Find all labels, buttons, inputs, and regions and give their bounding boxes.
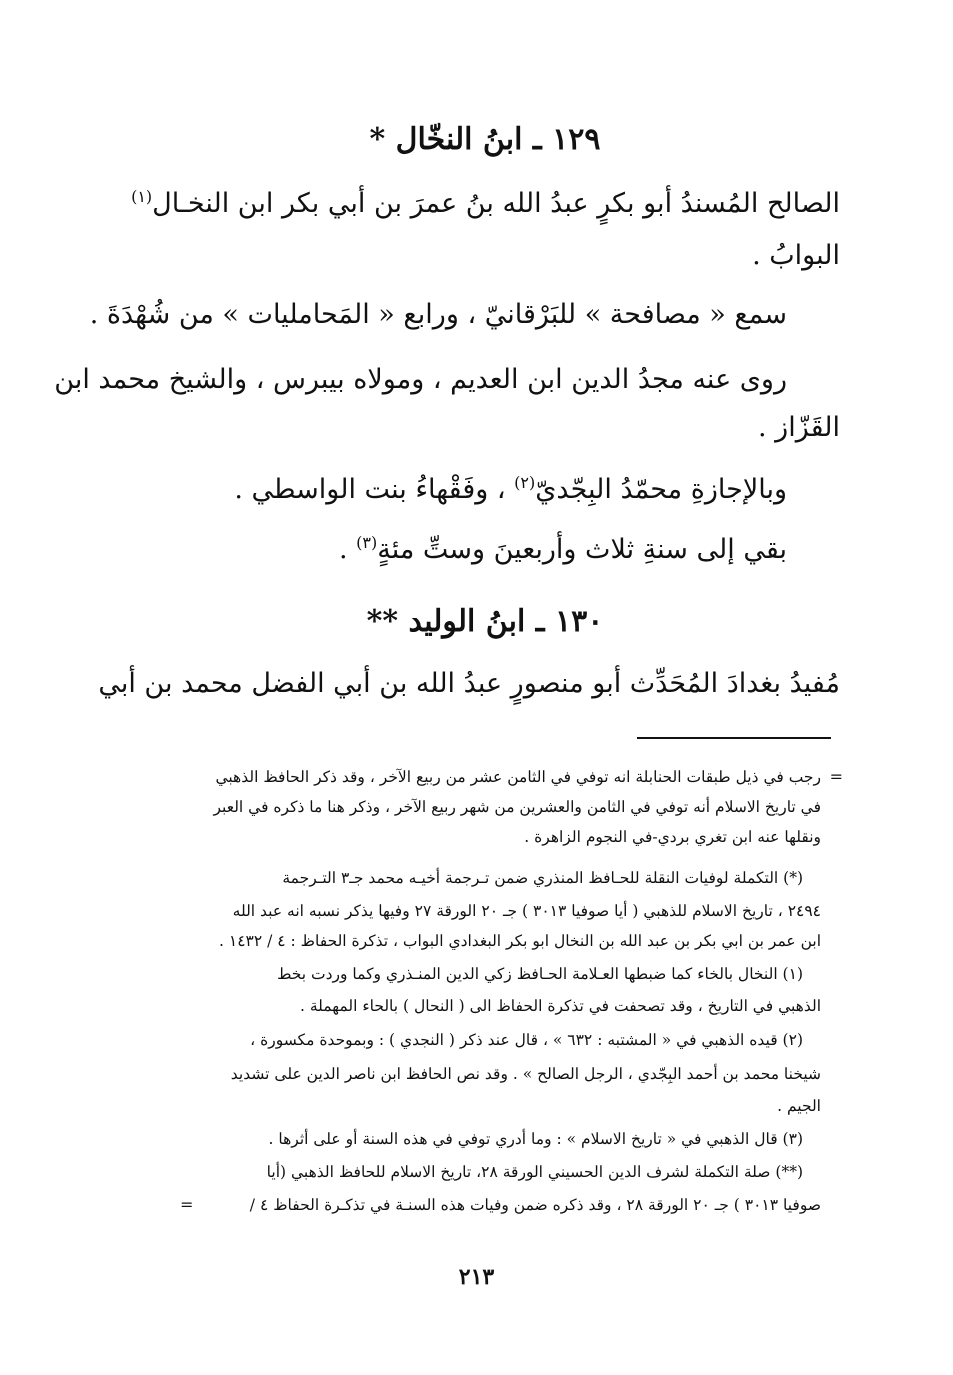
page-number: ٢١٣ — [458, 1264, 495, 1290]
footnote-continued-from-mark: = — [829, 767, 843, 786]
footnote-line: (**) صلة التكملة لشرف الدين الحسيني الورقة ٢٨، تاريخ الاسلام للحافظ الذهبي (أيا — [266, 1163, 803, 1181]
footnote-line: ٢٤٩٤ ، تاريخ الاسلام للذهبي ( أيا صوفيا ٣٠١٣ ) جـ ٢٠ الورقة ٢٧ وفيها يذكر نسبه انه عبد الله — [232, 902, 821, 920]
entry-129-line-6: وبالإجازةِ محمّدُ البِجّديّ$^{(٢)}$ ، وفَقْهاءُ بنت الواسطي . — [234, 473, 787, 505]
footnote-line: (٢) قيده الذهبي في « المشتبه : ٦٣٢ » ، قال عند ذكر ( النجدي ) : وبموحدة مكسورة ، — [250, 1031, 803, 1049]
footnote-line: (*) التكملة لوفيات النقلة للحـافظ المنذري ضمن تـرجمة أخيـه محمد جـ٣ التـرجمة — [282, 869, 803, 887]
entry-129-line-3: سمع « مصافحة » للبَرْقانيّ ، ورابع « المَحامليات » من شُهْدَةَ . — [89, 299, 787, 330]
footnote-line: ونقلها عنه ابن تغري بردي-في النجوم الزاهرة . — [524, 828, 821, 846]
footnote-line: شيخنا محمد بن أحمد البِجّدي ، الرجل الصالح » . وقد نص الحافظ ابن ناصر الدين على تشديد — [230, 1065, 821, 1083]
footnote-line: (٣) قال الذهبي في « تاريخ الاسلام » : وما أدري توفي في هذه السنة أو على أثرها . — [268, 1130, 803, 1148]
entry-130-line-1: مُفيدُ بغدادَ المُحَدِّث أبو منصورٍ عبدُ الله بن أبي الفضل محمد بن أبي — [98, 668, 840, 699]
footnote-ref-2: (٢) — [514, 473, 536, 492]
footnote-line: في تاريخ الاسلام أنه توفي في الثامن والعشرين من شهر ربيع الآخر ، وذكر هنا ما ذكره في العبر — [213, 798, 821, 816]
entry-129-line-7: بقي إلى سنةِ ثلاث وأربعينَ وستِّ مئةٍ$^{(٣)}$ . — [338, 533, 787, 565]
entry-129-line-1: الصالح المُسندُ أبو بكرٍ عبدُ الله بنُ عمرَ بن أبي بكر ابن النخـال$^{(١)}$ — [131, 187, 840, 219]
footnote-line: الذهبي في التاريخ ، وقد تصحفت في تذكرة الحفاظ الى ( النحال ) بالحاء المهملة . — [300, 997, 821, 1015]
entry-129-line-2: البوابُ . — [752, 240, 840, 271]
footnote-continues-mark: = — [180, 1195, 194, 1214]
footnote-line: ابن عمر بن ابي بكر بن عبد الله بن النخال ابو بكر البغدادي البواب ، تذكرة الحفاظ : ٤ / ١٤٣٢ . — [219, 932, 821, 950]
entry-129-heading: ١٢٩ ـ ابنُ النخّال * — [369, 122, 601, 157]
entry-129-line-5: القَزّاز . — [758, 412, 840, 443]
footnote-separator — [637, 737, 831, 739]
footnote-line: الجيم . — [777, 1097, 821, 1115]
footnote-ref-3: (٣) — [356, 533, 378, 552]
footnote-line: صوفيا ٣٠١٣ ) جـ ٢٠ الورقة ٢٨ ، وقد ذكره ضمن وفيات هذه السنـة في تذكـرة الحفاظ ٤ / — [249, 1196, 821, 1214]
footnote-line: رجب في ذيل طبقات الحنابلة انه توفي في الثامن عشر من ربيع الآخر ، وقد ذكر الحافظ الذهبي — [215, 768, 821, 786]
entry-130-heading: ١٣٠ ـ ابنُ الوليد ** — [366, 604, 604, 639]
footnote-line: (١) النخال بالخاء كما ضبطها العـلامة الحـافظ زكي الدين المنـذري وكما وردت بخط — [277, 965, 803, 983]
entry-129-line-4: روى عنه مجدُ الدين ابن العديم ، ومولاه بيبرس ، والشيخ محمد ابن — [54, 364, 787, 395]
footnote-ref-1: (١) — [131, 187, 153, 206]
